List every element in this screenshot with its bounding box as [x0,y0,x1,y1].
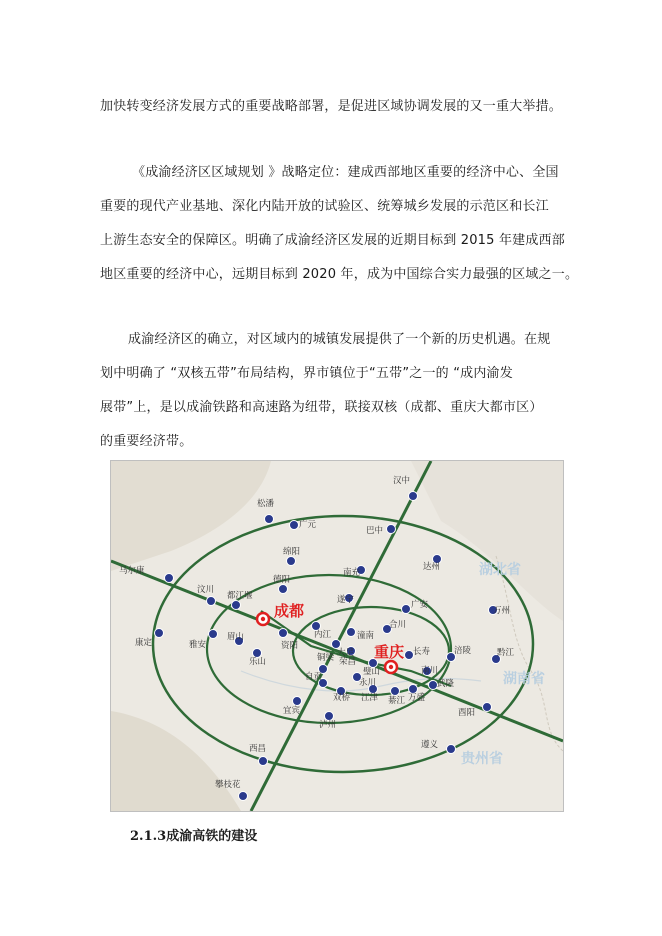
province-label-guizhou: 贵州省 [461,751,503,767]
node-yaan [209,630,218,639]
label-wanzhou: 万州 [493,606,511,616]
label-qijiang: 綦江 [388,696,406,706]
core-label-chongqing: 重庆 [374,643,405,661]
paragraph-2-line-3: 上游生态安全的保障区。明确了成渝经济区发展的近期目标到 2015 年建成西部 [100,233,565,248]
label-songpan: 松潘 [257,499,275,509]
label-bazhong: 巴中 [366,526,384,536]
label-wulong: 武隆 [437,679,455,689]
node-guangan [402,605,411,614]
label-yaan: 雅安 [189,640,207,650]
node-yibin [293,697,302,706]
core-label-chengdu: 成都 [274,602,305,620]
label-xichang: 西昌 [249,744,267,754]
label-dujiangyan: 都江堰 [227,591,253,601]
core-node-chengdu-dot [261,617,265,621]
node-hanzhong [409,492,418,501]
node-zunyi [447,745,456,754]
label-hanzhong: 汉中 [393,476,411,486]
label-kangding: 康定 [135,638,153,648]
label-qianjiang: 黔江 [497,648,515,658]
node-songpan [265,515,274,524]
label-tongliang: 铜梁 [317,653,335,663]
node-deyang [279,585,288,594]
label-dazu: 大足 [337,648,355,658]
label-wenchuan: 汶川 [197,585,215,595]
paragraph-3-line-1: 成渝经济区的确立，对区域内的城镇发展提供了一个新的历史机遇。在规 [128,332,551,347]
label-changshou: 长寿 [413,647,431,657]
node-kangding [155,629,164,638]
label-bishan: 璧山 [363,667,381,677]
node-maerkang [165,574,174,583]
label-wansheng: 万盛 [408,693,426,703]
node-ziyang [279,629,288,638]
label-neijiang: 内江 [314,630,332,640]
node-youyang [483,703,492,712]
chengyu-economic-zone-map [110,460,564,812]
label-guangyuan: 广元 [299,520,317,530]
label-meishan: 眉山 [227,632,245,642]
node-dujiangyan [232,601,241,610]
section-heading: 2.1.3成渝高铁的建设 [130,829,258,844]
paragraph-2-line-1: 《成渝经济区区域规划 》战略定位：建成西部地区重要的经济中心、全国 [132,165,559,180]
label-zunyi: 遵义 [421,740,439,750]
label-shuangqiao: 双桥 [333,693,351,703]
label-dazhou: 达州 [423,562,441,572]
paragraph-3-line-2: 划中明确了 “双核五带”布局结构，界市镇位于“五带”之一的 “成内渝发 [100,366,513,381]
node-bazhong [387,525,396,534]
province-label-hunan: 湖南省 [503,671,545,687]
label-deyang: 德阳 [273,575,291,585]
label-yongchuan: 永川 [359,678,377,688]
label-ziyang: 资阳 [281,641,299,651]
label-fuling: 涪陵 [454,646,472,656]
paragraph-1-line-1: 加快转变经济发展方式的重要战略部署，是促进区域协调发展的又一重大举措。 [100,99,563,114]
label-leshan: 乐山 [249,657,267,667]
node-tongnan [347,628,356,637]
node-xichang [259,757,268,766]
core-node-chongqing-dot [389,665,393,669]
paragraph-3-line-3: 展带”上，是以成渝铁路和高速路为纽带，联接双核（成都、重庆大都市区） [100,400,543,415]
node-panzhihua [239,792,248,801]
paragraph-2-line-2: 重要的现代产业基地、深化内陆开放的试验区、统筹城乡发展的示范区和长江 [100,199,549,214]
node-mianyang [287,557,296,566]
label-yibin: 宜宾 [283,706,301,716]
paragraph-2-line-4: 地区重要的经济中心，远期目标到 2020 年，成为中国综合实力最强的区域之一。 [100,267,579,282]
node-qijiang [391,687,400,696]
label-nanchuan: 南川 [421,666,439,676]
label-rongchang: 荣昌 [339,657,357,667]
province-label-hubei: 湖北省 [479,562,521,578]
label-jiangjin: 江津 [361,693,379,703]
label-panzhihua: 攀枝花 [215,780,241,790]
label-suining: 遂宁 [337,595,355,605]
map-svg [111,461,563,811]
label-zigong: 自贡 [305,672,323,682]
label-tongnan: 潼南 [357,631,375,641]
node-wenchuan [207,597,216,606]
label-guangan: 广安 [411,600,429,610]
label-hechuan: 合川 [389,620,407,630]
node-guangyuan [290,521,299,530]
label-maerkang: 马尔康 [119,566,145,576]
label-nanchong: 南充 [343,568,361,578]
label-luzhou: 泸州 [319,720,337,730]
label-mianyang: 绵阳 [283,547,301,557]
paragraph-3-line-4: 的重要经济带。 [100,434,193,449]
label-youyang: 酉阳 [458,708,476,718]
